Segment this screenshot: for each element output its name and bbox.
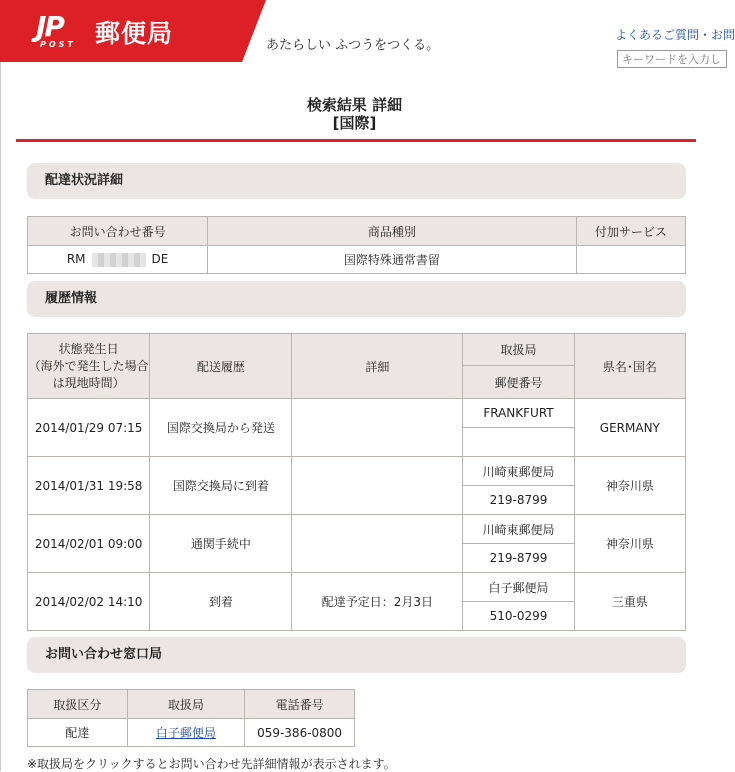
title-divider (16, 139, 696, 142)
tracking-prefix: RM (66, 252, 86, 267)
contact-category: 配達 (28, 719, 128, 747)
history-region: 神奈川県 (574, 515, 685, 573)
history-date: 2014/01/29 07:15 (28, 399, 150, 457)
header-delivery-history: 配送履歴 (150, 334, 292, 399)
history-region: GERMANY (574, 399, 685, 457)
history-date: 2014/02/02 14:10 (28, 573, 150, 631)
history-heading: 履歴情報 (27, 281, 686, 317)
history-status: 国際交換局に到着 (150, 457, 292, 515)
history-status: 国際交換局から発送 (150, 399, 292, 457)
history-office: 白子郵便局 (463, 573, 574, 602)
tagline: あたらしい ふつうをつくる。 (266, 38, 440, 53)
contact-office-table (27, 689, 355, 747)
tracking-number-cell (28, 246, 208, 274)
brand-name[interactable]: 郵便局 (95, 19, 174, 48)
page-border (0, 62, 1, 771)
page-title (0, 96, 709, 132)
header-additional-service: 付加サービス (576, 217, 685, 246)
header-tracking-number: お問い合わせ番号 (28, 217, 208, 246)
page-title-line1: 検索結果 詳細 (306, 96, 403, 114)
footnote: ※取扱局をクリックするとお問い合わせ先詳細情報が表示されます。 (27, 757, 396, 771)
contact-office-heading: お問い合わせ窓口局 (27, 637, 686, 673)
history-status: 通関手続中 (150, 515, 292, 573)
history-date: 2014/02/01 09:00 (28, 515, 150, 573)
history-postal: 510-0299 (463, 602, 574, 631)
logo-letters: JP (36, 10, 63, 43)
header-category: 取扱区分 (28, 690, 128, 719)
delivery-status-heading: 配達状況詳細 (27, 163, 686, 199)
contact-phone: 059-386-0800 (245, 719, 355, 747)
keyword-search-input[interactable] (617, 50, 727, 68)
additional-service-cell (576, 246, 685, 274)
history-office: 川崎東郵便局 (463, 457, 574, 486)
header-phone: 電話番号 (245, 690, 355, 719)
header-postal-code: 郵便番号 (463, 366, 574, 399)
history-detail (292, 457, 463, 515)
history-postal: 219-8799 (463, 486, 574, 515)
history-postal: 219-8799 (463, 544, 574, 573)
tracking-suffix: DE (151, 252, 169, 267)
contact-office-cell (127, 719, 244, 747)
header-detail: 詳細 (292, 334, 463, 399)
masked-tracking-digits (92, 253, 146, 267)
faq-link[interactable]: よくあるご質問・お問 (615, 28, 735, 42)
page-title-line2: [国際] (332, 114, 377, 132)
history-detail: 配達予定日：2月3日 (292, 573, 463, 631)
delivery-status-table (27, 216, 686, 274)
history-date: 2014/01/31 19:58 (28, 457, 150, 515)
logo-post-text: POST (40, 40, 76, 49)
logo-band[interactable] (0, 0, 242, 62)
header-date: 状態発生日 （海外で発生した場合は現地時間） (28, 334, 150, 399)
header-product-type: 商品種別 (208, 217, 576, 246)
history-table (27, 333, 686, 631)
site-header (0, 0, 735, 62)
header-region: 県名･国名 (574, 334, 685, 399)
history-postal (463, 428, 574, 457)
product-type-cell: 国際特殊通常書留 (208, 246, 576, 274)
history-region: 三重県 (574, 573, 685, 631)
history-office: 川崎東郵便局 (463, 515, 574, 544)
header-contact-office: 取扱局 (127, 690, 244, 719)
history-detail (292, 515, 463, 573)
history-status: 到着 (150, 573, 292, 631)
history-office: FRANKFURT (463, 399, 574, 428)
contact-office-link[interactable]: 白子郵便局 (155, 726, 216, 740)
history-region: 神奈川県 (574, 457, 685, 515)
history-detail (292, 399, 463, 457)
header-office: 取扱局 (463, 334, 574, 366)
jp-post-logo[interactable] (32, 8, 86, 52)
